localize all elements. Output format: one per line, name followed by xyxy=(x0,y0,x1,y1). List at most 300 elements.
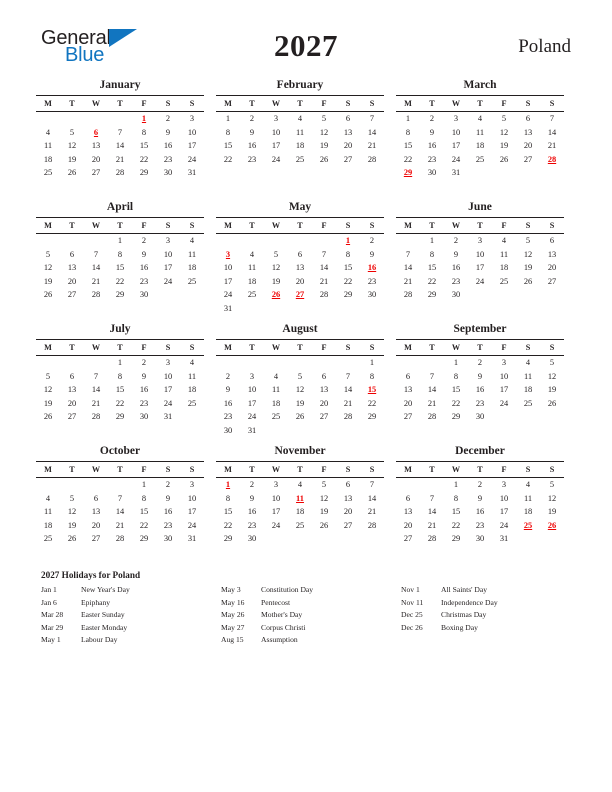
holiday-date: Dec 26 xyxy=(401,622,423,632)
week-row xyxy=(36,546,204,560)
day-cell-empty xyxy=(60,424,84,438)
week-row xyxy=(396,139,564,153)
weekday-header-cell: T xyxy=(468,96,492,112)
day-cell: 24 xyxy=(475,276,485,286)
day-cell: 17 xyxy=(451,141,461,150)
day-cell: 6 xyxy=(297,249,303,259)
weekday-header-row xyxy=(396,218,564,234)
day-cell-empty xyxy=(240,180,264,194)
day-cell: 11 xyxy=(523,371,533,381)
day-cell: 4 xyxy=(273,371,279,381)
weekday-header-cell: M xyxy=(396,340,420,356)
day-cell-holiday: 15 xyxy=(367,385,377,394)
week-row xyxy=(216,532,384,546)
day-cell: 12 xyxy=(43,263,53,272)
weekday-header-cell: F xyxy=(312,340,336,356)
weekday-header-row xyxy=(36,462,204,478)
day-cell-empty xyxy=(444,546,468,560)
day-cell: 24 xyxy=(163,398,173,408)
day-cell: 21 xyxy=(427,398,437,408)
day-cell: 25 xyxy=(271,412,281,421)
weekday-header-cell: W xyxy=(444,340,468,356)
day-cell: 31 xyxy=(451,168,461,177)
day-cell: 9 xyxy=(141,249,147,259)
day-cell: 22 xyxy=(367,398,377,408)
week-row xyxy=(36,126,204,140)
weekday-header-cell: T xyxy=(108,462,132,478)
day-cell: 1 xyxy=(369,358,375,367)
day-cell-empty xyxy=(492,302,516,316)
day-cell: 5 xyxy=(45,371,51,381)
day-cell: 3 xyxy=(165,358,171,367)
day-cell: 20 xyxy=(91,520,101,530)
day-cell-empty xyxy=(540,410,564,424)
holiday-list-item xyxy=(221,622,401,635)
day-cell: 30 xyxy=(163,168,173,177)
month-title: May xyxy=(288,201,312,213)
day-cell-empty xyxy=(84,546,108,560)
day-cell-empty xyxy=(36,234,60,248)
day-cell: 3 xyxy=(273,114,279,123)
weekday-header-cell: T xyxy=(468,340,492,356)
month-title: December xyxy=(455,445,505,457)
day-cell-empty xyxy=(132,424,156,438)
day-cell: 19 xyxy=(67,154,77,164)
day-cell: 24 xyxy=(271,154,281,164)
weekday-header-cell: T xyxy=(108,218,132,234)
month-table xyxy=(216,95,384,193)
day-cell: 24 xyxy=(223,290,233,299)
weekday-header-cell: S xyxy=(516,462,540,478)
day-cell: 2 xyxy=(165,114,171,123)
week-row xyxy=(216,302,384,316)
week-row xyxy=(216,139,384,153)
day-cell-empty xyxy=(492,166,516,180)
holiday-name: Christmas Day xyxy=(441,610,487,620)
day-cell: 4 xyxy=(297,480,303,489)
weekday-header-cell: S xyxy=(156,218,180,234)
weekday-header-cell: T xyxy=(108,340,132,356)
day-cell: 12 xyxy=(547,493,557,503)
day-cell: 24 xyxy=(271,520,281,530)
week-row xyxy=(36,139,204,153)
day-cell: 16 xyxy=(139,263,149,272)
day-cell: 12 xyxy=(547,371,557,381)
week-row xyxy=(216,546,384,560)
holiday-list-item xyxy=(221,597,401,610)
day-cell: 20 xyxy=(343,507,353,516)
day-cell: 28 xyxy=(115,534,125,543)
day-cell: 13 xyxy=(403,385,413,394)
week-row xyxy=(396,166,564,180)
day-cell: 23 xyxy=(475,520,485,530)
day-cell: 12 xyxy=(499,127,509,137)
month-block-august xyxy=(216,322,384,444)
day-cell: 27 xyxy=(403,412,413,421)
weekday-header-cell: F xyxy=(312,218,336,234)
week-row xyxy=(36,180,204,194)
day-cell: 11 xyxy=(247,263,257,272)
day-cell: 19 xyxy=(43,398,53,408)
week-row xyxy=(396,505,564,519)
day-cell: 7 xyxy=(117,127,123,137)
day-cell: 5 xyxy=(501,114,507,123)
weekday-header-cell: S xyxy=(336,462,360,478)
day-cell: 20 xyxy=(547,263,557,272)
day-cell-empty xyxy=(288,424,312,438)
day-cell: 4 xyxy=(525,358,531,367)
day-cell: 17 xyxy=(163,385,173,394)
day-cell: 8 xyxy=(369,371,375,381)
day-cell: 10 xyxy=(163,371,173,381)
day-cell: 30 xyxy=(247,534,257,543)
day-cell-empty xyxy=(132,546,156,560)
day-cell-empty xyxy=(60,180,84,194)
day-cell: 1 xyxy=(429,236,435,245)
day-cell: 13 xyxy=(91,141,101,150)
day-cell: 9 xyxy=(369,249,375,259)
day-cell: 2 xyxy=(225,371,231,381)
weekday-header-cell: W xyxy=(84,462,108,478)
day-cell-empty xyxy=(540,302,564,316)
day-cell: 4 xyxy=(249,249,255,259)
day-cell: 28 xyxy=(91,290,101,299)
weekday-header-cell: T xyxy=(60,340,84,356)
day-cell: 21 xyxy=(91,276,101,286)
day-cell: 2 xyxy=(453,236,459,245)
holiday-name: Pentecost xyxy=(261,597,291,607)
day-cell: 13 xyxy=(67,263,77,272)
weekday-header-row xyxy=(36,96,204,112)
week-row xyxy=(36,397,204,411)
day-cell: 8 xyxy=(225,493,231,503)
day-cell: 16 xyxy=(475,385,485,394)
week-row xyxy=(216,261,384,275)
day-cell: 10 xyxy=(271,493,281,503)
week-row xyxy=(36,410,204,424)
day-cell: 17 xyxy=(163,263,173,272)
day-cell-holiday: 28 xyxy=(547,154,557,164)
week-row xyxy=(396,397,564,411)
weekday-header-cell: M xyxy=(216,462,240,478)
day-cell: 8 xyxy=(225,127,231,137)
weekday-header-cell: T xyxy=(468,462,492,478)
day-cell: 29 xyxy=(139,534,149,543)
day-cell: 8 xyxy=(429,249,435,259)
page-header xyxy=(0,0,612,70)
day-cell: 3 xyxy=(501,480,507,489)
day-cell: 26 xyxy=(319,520,329,530)
day-cell: 7 xyxy=(117,493,123,503)
weekday-header-cell: M xyxy=(396,218,420,234)
day-cell: 15 xyxy=(223,141,233,150)
day-cell-empty xyxy=(60,302,84,316)
day-cell: 2 xyxy=(249,480,255,489)
weekday-header-cell: S xyxy=(180,462,204,478)
weekday-header-row xyxy=(216,218,384,234)
day-cell: 26 xyxy=(547,398,557,408)
logo-text-general: General xyxy=(41,27,111,49)
weekday-header-row xyxy=(396,340,564,356)
day-cell: 5 xyxy=(69,127,75,137)
page-title-year: 2027 xyxy=(274,28,338,63)
weekday-header-cell: T xyxy=(420,96,444,112)
day-cell: 15 xyxy=(403,141,413,150)
day-cell: 21 xyxy=(115,520,125,530)
day-cell-empty xyxy=(84,478,108,492)
week-row xyxy=(216,410,384,424)
day-cell: 4 xyxy=(189,236,195,245)
day-cell-empty xyxy=(492,424,516,438)
month-block-january xyxy=(36,78,204,200)
day-cell-empty xyxy=(288,234,312,248)
day-cell-holiday: 26 xyxy=(547,520,557,530)
day-cell: 11 xyxy=(43,507,53,516)
week-row xyxy=(396,288,564,302)
day-cell-empty xyxy=(84,180,108,194)
day-cell: 9 xyxy=(453,249,459,259)
weekday-header-cell: M xyxy=(216,218,240,234)
holiday-date: Jan 6 xyxy=(41,597,57,607)
day-cell: 2 xyxy=(477,358,483,367)
weekday-header-cell: T xyxy=(420,218,444,234)
holiday-name: Independence Day xyxy=(441,597,498,607)
day-cell: 27 xyxy=(343,520,353,530)
week-row xyxy=(216,180,384,194)
day-cell: 5 xyxy=(321,480,327,489)
day-cell: 27 xyxy=(319,412,329,421)
day-cell-empty xyxy=(180,302,204,316)
day-cell: 8 xyxy=(141,127,147,137)
day-cell-empty xyxy=(360,302,384,316)
weekday-header-cell: M xyxy=(216,340,240,356)
day-cell: 25 xyxy=(43,168,53,177)
day-cell: 23 xyxy=(475,398,485,408)
weekday-header-cell: F xyxy=(132,462,156,478)
day-cell-empty xyxy=(468,424,492,438)
day-cell-empty xyxy=(240,166,264,180)
weekday-header-cell: T xyxy=(288,96,312,112)
day-cell: 12 xyxy=(319,127,329,137)
day-cell: 13 xyxy=(343,127,353,137)
day-cell-empty xyxy=(540,424,564,438)
day-cell: 21 xyxy=(319,276,329,286)
weekday-header-cell: M xyxy=(36,340,60,356)
day-cell: 14 xyxy=(91,385,101,394)
day-cell: 18 xyxy=(43,520,53,530)
day-cell-holiday: 16 xyxy=(367,263,377,272)
holiday-list-item xyxy=(41,597,221,610)
holiday-name: Boxing Day xyxy=(441,622,478,632)
day-cell-empty xyxy=(396,424,420,438)
day-cell: 24 xyxy=(163,276,173,286)
day-cell-holiday: 11 xyxy=(296,493,304,503)
day-cell: 19 xyxy=(523,263,533,272)
day-cell-empty xyxy=(492,546,516,560)
day-cell-empty xyxy=(312,234,336,248)
week-row xyxy=(396,112,564,126)
weekday-header-cell: T xyxy=(420,462,444,478)
weekday-header-cell: F xyxy=(492,218,516,234)
day-cell: 13 xyxy=(523,127,533,137)
day-cell: 30 xyxy=(163,534,173,543)
day-cell-empty xyxy=(492,180,516,194)
weekday-header-cell: S xyxy=(540,96,564,112)
weekday-header-cell: M xyxy=(36,462,60,478)
day-cell: 18 xyxy=(295,507,305,516)
day-cell: 31 xyxy=(223,303,233,313)
month-block-december xyxy=(396,444,564,566)
day-cell: 24 xyxy=(187,154,197,164)
day-cell: 18 xyxy=(523,385,533,394)
day-cell-holiday: 26 xyxy=(271,290,281,299)
weekday-header-cell: S xyxy=(180,340,204,356)
day-cell-empty xyxy=(468,302,492,316)
day-cell: 3 xyxy=(189,480,195,489)
holiday-date: May 27 xyxy=(221,622,245,632)
day-cell: 1 xyxy=(453,358,459,367)
day-cell: 21 xyxy=(403,276,413,286)
day-cell: 19 xyxy=(319,507,329,516)
day-cell-empty xyxy=(36,478,60,492)
week-row xyxy=(36,153,204,167)
weekday-header-cell: S xyxy=(516,218,540,234)
weekday-header-cell: S xyxy=(540,462,564,478)
day-cell-empty xyxy=(60,356,84,370)
holiday-date: May 16 xyxy=(221,597,245,607)
day-cell: 22 xyxy=(139,154,149,164)
day-cell-empty xyxy=(420,302,444,316)
day-cell-empty xyxy=(132,180,156,194)
day-cell-empty xyxy=(156,180,180,194)
weekday-header-cell: W xyxy=(264,218,288,234)
month-title: September xyxy=(453,323,507,335)
month-title: July xyxy=(109,323,131,335)
month-table xyxy=(396,339,564,437)
holiday-date: Nov 1 xyxy=(401,585,420,594)
logo-text-blue: Blue xyxy=(65,44,105,66)
day-cell-empty xyxy=(36,302,60,316)
day-cell: 4 xyxy=(189,358,195,367)
day-cell: 6 xyxy=(405,371,411,381)
weekday-header-cell: W xyxy=(264,96,288,112)
day-cell-empty xyxy=(84,112,108,126)
day-cell: 10 xyxy=(451,127,461,137)
day-cell-empty xyxy=(288,166,312,180)
weekday-header-cell: F xyxy=(132,96,156,112)
day-cell: 16 xyxy=(427,141,437,150)
day-cell-empty xyxy=(180,424,204,438)
day-cell-empty xyxy=(396,478,420,492)
holiday-name: Epiphany xyxy=(81,597,111,607)
day-cell: 15 xyxy=(115,263,125,272)
weekday-header-cell: W xyxy=(84,96,108,112)
day-cell-empty xyxy=(132,302,156,316)
day-cell: 7 xyxy=(93,371,99,381)
day-cell: 22 xyxy=(115,276,125,286)
day-cell: 26 xyxy=(523,276,533,286)
day-cell: 20 xyxy=(91,154,101,164)
holidays-column xyxy=(41,584,221,647)
holiday-list-item xyxy=(41,634,221,647)
day-cell: 9 xyxy=(249,127,255,137)
day-cell: 16 xyxy=(163,141,173,150)
day-cell-empty xyxy=(156,302,180,316)
weekday-header-cell: T xyxy=(468,218,492,234)
day-cell: 28 xyxy=(319,290,329,299)
day-cell: 22 xyxy=(427,276,437,286)
day-cell-empty xyxy=(336,180,360,194)
day-cell-empty xyxy=(312,546,336,560)
weekday-header-cell: T xyxy=(108,96,132,112)
week-row xyxy=(396,532,564,546)
month-block-april xyxy=(36,200,204,322)
day-cell: 29 xyxy=(367,412,377,421)
weekday-header-cell: S xyxy=(360,462,384,478)
holiday-date: Jan 1 xyxy=(41,585,57,594)
day-cell: 24 xyxy=(247,412,257,421)
day-cell-empty xyxy=(420,356,444,370)
week-row xyxy=(216,505,384,519)
week-row xyxy=(216,234,384,248)
day-cell: 3 xyxy=(453,114,459,123)
day-cell-empty xyxy=(84,234,108,248)
weekday-header-cell: F xyxy=(492,96,516,112)
month-table xyxy=(36,217,204,315)
day-cell: 26 xyxy=(67,168,77,177)
day-cell-empty xyxy=(240,356,264,370)
holiday-list-item xyxy=(401,597,581,610)
day-cell: 3 xyxy=(477,236,483,245)
week-row xyxy=(396,126,564,140)
day-cell: 3 xyxy=(165,236,171,245)
day-cell: 31 xyxy=(163,412,173,421)
day-cell: 9 xyxy=(477,371,483,381)
day-cell-empty xyxy=(180,180,204,194)
week-row xyxy=(216,383,384,397)
day-cell: 20 xyxy=(523,141,533,150)
day-cell: 28 xyxy=(427,534,437,543)
weekday-header-cell: T xyxy=(240,96,264,112)
day-cell: 1 xyxy=(141,480,147,489)
day-cell: 14 xyxy=(91,263,101,272)
day-cell-empty xyxy=(288,546,312,560)
day-cell: 23 xyxy=(139,398,149,408)
month-title: November xyxy=(274,445,326,457)
day-cell: 14 xyxy=(115,141,125,150)
day-cell: 31 xyxy=(247,425,257,435)
day-cell: 14 xyxy=(427,385,437,394)
day-cell: 12 xyxy=(67,141,77,150)
day-cell: 19 xyxy=(43,276,53,286)
day-cell: 11 xyxy=(187,249,197,259)
day-cell: 29 xyxy=(139,168,149,177)
day-cell: 29 xyxy=(343,290,353,299)
day-cell: 28 xyxy=(427,412,437,421)
day-cell: 5 xyxy=(273,249,279,259)
day-cell-empty xyxy=(60,234,84,248)
day-cell: 27 xyxy=(67,290,77,299)
day-cell: 21 xyxy=(367,141,377,150)
day-cell-empty xyxy=(156,546,180,560)
day-cell-empty xyxy=(492,288,516,302)
months-grid xyxy=(36,78,576,566)
month-title: April xyxy=(106,201,134,213)
week-row xyxy=(36,302,204,316)
day-cell: 6 xyxy=(549,236,555,245)
day-cell-empty xyxy=(444,302,468,316)
week-row xyxy=(396,410,564,424)
